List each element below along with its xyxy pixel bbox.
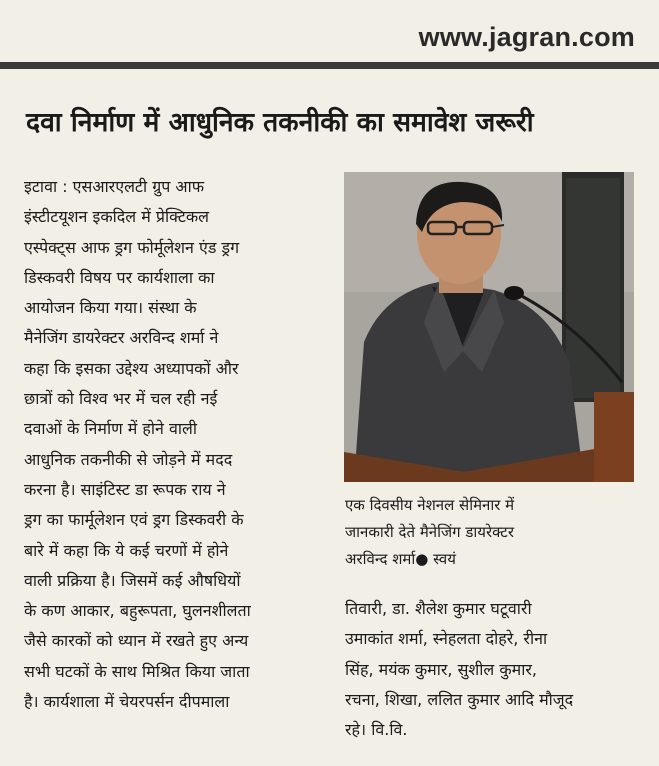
body-line: इटावा : एसआरएलटी ग्रुप आफ [24,177,205,196]
body-line: सिंह, मयंक कुमार, सुशील कुमार, [345,659,537,679]
body-line: वाली प्रक्रिया है। जिसमें कई औषधियों [24,570,241,590]
body-line: रचना, शिखा, ललित कुमार आदि मौजूद [345,689,574,709]
speaker-photo [344,172,634,482]
body-line: ड्रग का फार्मूलेशन एवं ड्रग डिस्कवरी के [24,510,244,530]
body-line: इंस्टीटयूशन इकदिल में प्रेक्टिकल [24,207,210,227]
body-line: आयोजन किया गया। संस्था के [24,298,197,318]
body-line: जैसे कारकों को ध्यान में रखते हुए अन्य [24,631,249,651]
body-line: आधुनिक तकनीकी से जोड़ने में मदद [24,449,233,469]
article-body-left [24,172,328,717]
site-url: www.jagran.com [418,22,635,52]
body-line: मैनेजिंग डायरेक्टर अरविन्द शर्मा ने [24,328,219,348]
body-line: डिस्कवरी विषय पर कार्यशाला का [24,267,215,287]
body-line: कहा कि इसका उद्देश्य अध्यापकों और [24,358,239,378]
speaker-photo-illustration [344,172,634,482]
caption-line: एक दिवसीय नेशनल सेमिनार में [345,496,515,514]
article-headline: दवा निर्माण में आधुनिक तकनीकी का समावेश जरूरी [26,107,534,138]
caption-line: अरविन्द शर्मा● स्वयं [345,550,456,568]
masthead-rule [0,62,659,69]
photo-caption [345,492,635,573]
body-line: छात्रों को विश्व भर में चल रही नई [24,389,218,409]
body-line: दवाओं के निर्माण में होने वाली [24,419,198,439]
caption-line: जानकारी देते मैनेजिंग डायरेक्टर [345,523,514,541]
body-line: करना है। साइंटिस्ट डा रूपक राय ने [24,479,226,499]
body-line: उमाकांत शर्मा, स्नेहलता दोहरे, रीना [345,629,548,649]
body-line: बारे में कहा कि ये कई चरणों में होने [24,540,229,560]
article-body-right [345,594,641,745]
body-line: एस्पेक्ट्स आफ ड्रग फोर्मूलेशन एंड ड्रग [24,237,240,257]
body-line: सभी घटकों के साथ मिश्रित किया जाता [24,661,250,681]
body-line: है। कार्यशाला में चेयरपर्सन दीपमाला [24,692,230,712]
body-line: के कण आकार, बहुरूपता, घुलनशीलता [24,601,251,621]
body-line: तिवारी, डा. शैलेश कुमार घटूवारी [345,599,532,618]
body-line: रहे। वि.वि. [345,720,408,740]
